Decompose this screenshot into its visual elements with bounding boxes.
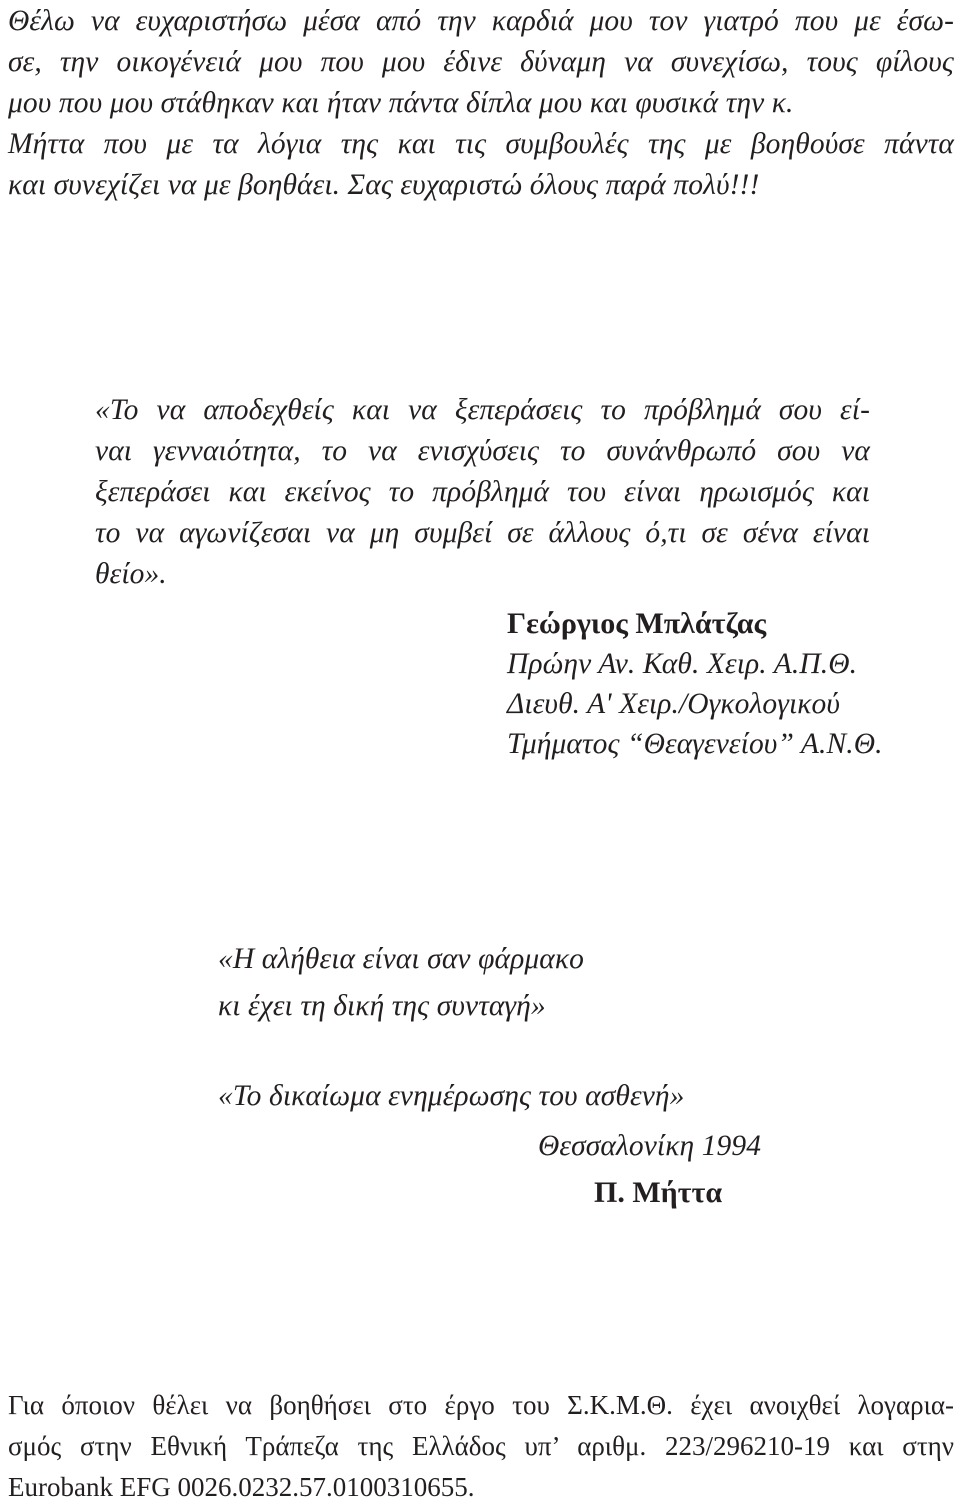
thanks-line: μου που μου στάθηκαν και ήταν πάντα δίπλα μου και φυσικά την κ. [8,87,794,119]
author-name: Γεώργιος Μπλάτζας [507,607,767,640]
thanks-line: Μήττα που με τα λόγια της και τις συμβουλές της με βοηθούσε πάντα [8,128,954,160]
donation-line: Για όποιον θέλει να βοηθήσει στο έργο του Σ.Κ.Μ.Θ. έχει ανοιχθεί λογαρια- [8,1390,954,1420]
quote-line: ξεπεράσει και εκείνος το πρόβλημά του είναι ηρωισμός και [95,476,870,508]
thanks-line: και συνεχίζει να με βοηθάει. Σας ευχαριστώ όλους παρά πολύ!!! [8,169,760,201]
quote-line: «Το να αποδεχθείς και να ξεπεράσεις το πρόβλημά σου εί- [95,394,870,426]
donation-line: Eurobank EFG 0026.0232.57.0100310655. [8,1472,475,1502]
quote-line: «Η αλήθεια είναι σαν φάρμακο [218,943,584,975]
quote-line: θείο». [95,558,167,590]
author-title-line: Πρώην Αν. Καθ. Χειρ. Α.Π.Θ. [507,648,858,680]
quote-line: το να αγωνίζεσαι να μη συμβεί σε άλλους ό,τι σε σένα είναι [95,517,870,549]
quote-line: κι έχει τη δική της συνταγή» [218,990,546,1022]
book-title: «Το δικαίωμα ενημέρωσης του ασθενή» [218,1080,685,1112]
place-year: Θεσσαλονίκη 1994 [538,1130,762,1162]
author-title-line: Διευθ. Α' Χειρ./Ογκολογικού [507,688,840,720]
donation-line: σμός στην Εθνική Τράπεζα της Ελλάδος υπ’ αριθμ. 223/296210-19 και στην [8,1431,954,1461]
thanks-line: σε, την οικογένειά μου που μου έδινε δύναμη να συνεχίσω, τους φίλους [8,46,954,78]
thanks-line: Θέλω να ευχαριστήσω μέσα από την καρδιά μου τον γιατρό που με έσω- [8,5,954,37]
quote-author: Π. Μήττα [594,1176,723,1209]
quote-line: ναι γενναιότητα, το να ενισχύσεις το συνάνθρωπό σου να [95,435,870,467]
author-title-line: Τμήματος “Θεαγενείου” Α.Ν.Θ. [507,728,883,760]
